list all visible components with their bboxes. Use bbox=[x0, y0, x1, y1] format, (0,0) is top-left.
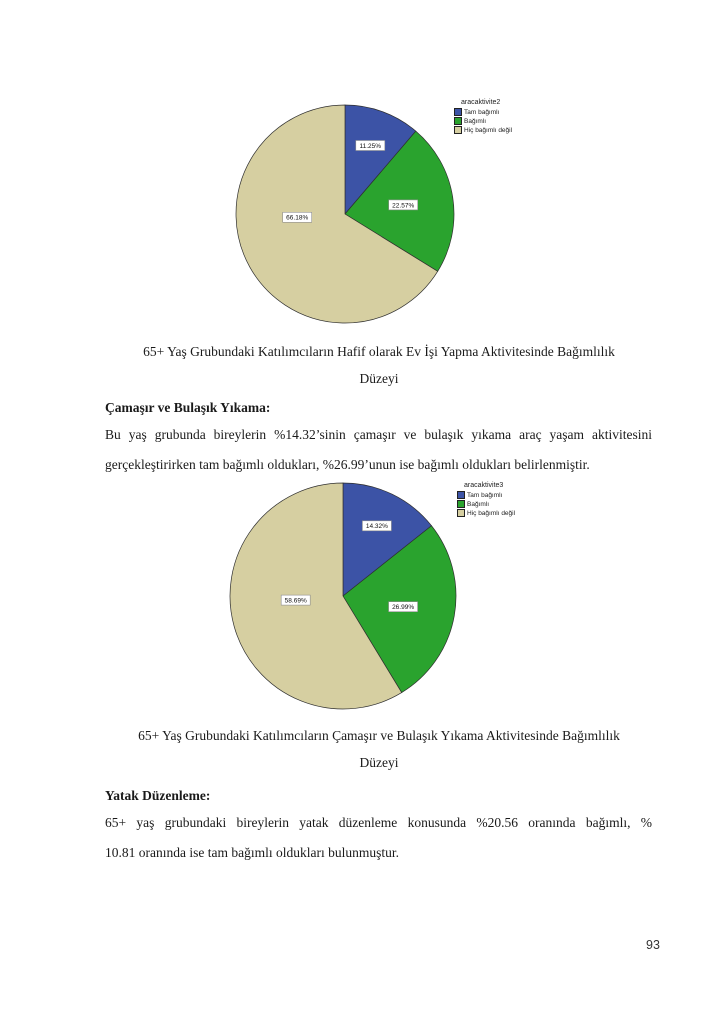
slice-label: 11.25% bbox=[359, 142, 382, 150]
pie-chart-camasir-bulasik bbox=[228, 477, 528, 717]
figure-caption-1-line-2: Düzeyi bbox=[359, 371, 399, 386]
section-heading-yatak-duzenleme: Yatak Düzenleme: bbox=[105, 788, 211, 803]
legend-entry bbox=[454, 117, 512, 125]
paragraph-camasir-bulasik bbox=[105, 420, 652, 480]
legend-title: aracaktivite3 bbox=[464, 482, 504, 489]
legend-label: Hiç bağımlı değil bbox=[464, 126, 513, 134]
legend-swatch-icon bbox=[457, 500, 465, 508]
legend-swatch-icon bbox=[454, 108, 462, 116]
legend-title: aracaktivite2 bbox=[461, 99, 501, 106]
paragraph-line: 10.81 oranında ise tam bağımlı oldukları bulunmuştur. bbox=[105, 845, 399, 860]
legend-label: Hiç bağımlı değil bbox=[467, 509, 516, 517]
legend-swatch-icon bbox=[457, 491, 465, 499]
legend-swatch-icon bbox=[457, 509, 465, 517]
paragraph-line: gerçekleştirirken tam bağımlı oldukları, %26.99’unun ise bağımlı oldukları belirlenmiştir. bbox=[105, 457, 590, 472]
legend-entry bbox=[454, 108, 512, 116]
paragraph-line: Bu yaş grubunda bireylerin %14.32’sinin çamaşır ve bulaşık yıkama araç yaşam aktivitesini bbox=[105, 427, 652, 442]
legend-label: Bağımlı bbox=[467, 500, 490, 508]
figure-caption-1 bbox=[105, 338, 653, 392]
pie-chart-hafif-ev-isi bbox=[230, 97, 530, 333]
figure-caption-2-line-1: 65+ Yaş Grubundaki Katılımcıların Çamaşır ve Bulaşık Yıkama Aktivitesinde Bağımlılık bbox=[138, 728, 620, 743]
page-number: 93 bbox=[646, 938, 660, 952]
figure-caption-2-line-2: Düzeyi bbox=[359, 755, 399, 770]
legend-label: Tam bağımlı bbox=[464, 108, 500, 116]
figure-caption-2 bbox=[105, 722, 653, 776]
legend-label: Bağımlı bbox=[464, 117, 487, 125]
legend-swatch-icon bbox=[454, 126, 462, 134]
slice-label: 26.99% bbox=[392, 604, 415, 612]
legend-entry bbox=[457, 509, 515, 517]
slice-label: 14.32% bbox=[365, 523, 388, 531]
legend-swatch-icon bbox=[454, 117, 462, 125]
legend-label: Tam bağımlı bbox=[467, 491, 503, 499]
chart-legend bbox=[454, 99, 512, 135]
slice-label: 58.69% bbox=[284, 597, 307, 605]
legend-entry bbox=[457, 491, 515, 499]
paragraph-yatak-duzenleme bbox=[105, 808, 652, 868]
legend-entry bbox=[457, 500, 515, 508]
figure-caption-1-line-1: 65+ Yaş Grubundaki Katılımcıların Hafif olarak Ev İşi Yapma Aktivitesinde Bağımlılık bbox=[143, 344, 615, 359]
section-heading-camasir-bulasik: Çamaşır ve Bulaşık Yıkama: bbox=[105, 400, 271, 415]
paragraph-line: 65+ yaş grubundaki bireylerin yatak düzenleme konusunda %20.56 oranında bağımlı, % bbox=[105, 815, 652, 830]
slice-label: 22.57% bbox=[392, 202, 415, 210]
legend-entry bbox=[454, 126, 512, 134]
slice-label: 66.18% bbox=[286, 214, 309, 222]
chart-legend bbox=[457, 482, 515, 518]
